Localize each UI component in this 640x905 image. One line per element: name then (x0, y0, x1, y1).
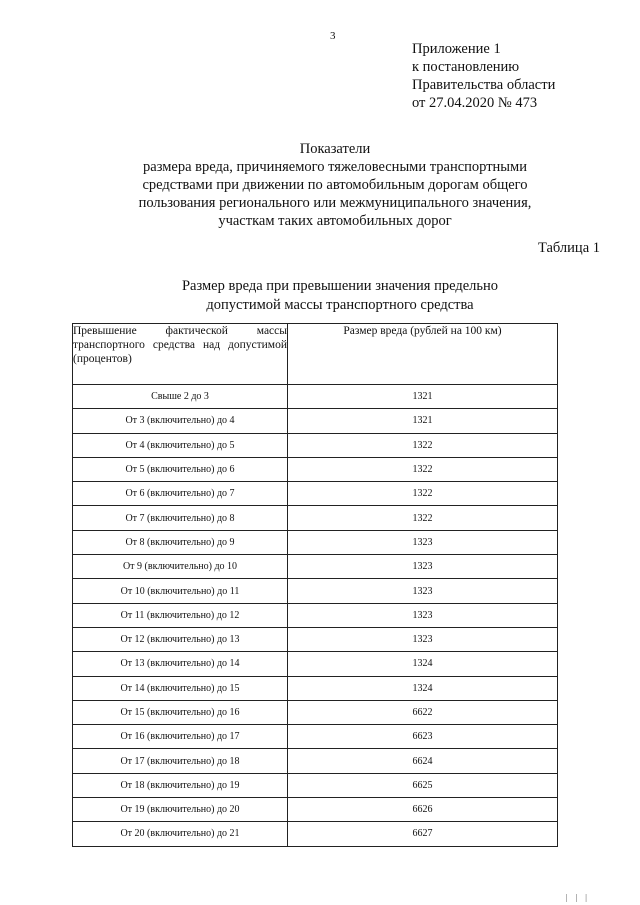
appendix-header (412, 40, 555, 112)
table-row (73, 457, 558, 481)
table-row (73, 652, 558, 676)
excess-range-cell: От 6 (включительно) до 7 (73, 482, 288, 506)
excess-range-cell: От 16 (включительно) до 17 (73, 725, 288, 749)
table-row (73, 822, 558, 846)
page-number: 3 (330, 30, 336, 42)
excess-range-cell: От 14 (включительно) до 15 (73, 676, 288, 700)
harm-value-cell: 6622 (288, 700, 558, 724)
table-row (73, 627, 558, 651)
table-row (73, 409, 558, 433)
table-header-row (73, 324, 558, 385)
excess-range-cell: От 7 (включительно) до 8 (73, 506, 288, 530)
table-row (73, 676, 558, 700)
footer-mark: | | | (566, 893, 590, 902)
excess-range-cell: От 12 (включительно) до 13 (73, 627, 288, 651)
title-line: участкам таких автомобильных дорог (218, 213, 452, 229)
table-row (73, 749, 558, 773)
excess-range-cell: От 20 (включительно) до 21 (73, 822, 288, 846)
table-row (73, 385, 558, 409)
excess-range-cell: От 15 (включительно) до 16 (73, 700, 288, 724)
harm-value-cell: 1322 (288, 457, 558, 481)
harm-value-cell: 1323 (288, 627, 558, 651)
table-row (73, 482, 558, 506)
table-row (73, 773, 558, 797)
title-line: размера вреда, причиняемого тяжеловесными транспортными (143, 159, 527, 175)
table-row (73, 725, 558, 749)
harm-value-cell: 1321 (288, 385, 558, 409)
table-row (73, 506, 558, 530)
excess-range-cell: От 17 (включительно) до 18 (73, 749, 288, 773)
column-header-excess: Превышение фактической массы транспортного средства над допустимой (процентов) (73, 324, 288, 385)
harm-value-cell: 1324 (288, 676, 558, 700)
column-header-harm: Размер вреда (рублей на 100 км) (288, 324, 558, 385)
table-row (73, 603, 558, 627)
document-title (100, 140, 570, 230)
appendix-line: от 27.04.2020 № 473 (412, 95, 538, 111)
subtitle-line: Размер вреда при превышении значения предельно (181, 278, 499, 294)
title-line: средствами при движении по автомобильным дорогам общего (142, 177, 528, 193)
excess-range-cell: От 18 (включительно) до 19 (73, 773, 288, 797)
excess-range-cell: От 13 (включительно) до 14 (73, 652, 288, 676)
harm-value-cell: 1321 (288, 409, 558, 433)
appendix-line: Приложение 1 (412, 41, 501, 57)
excess-range-cell: Свыше 2 до 3 (73, 385, 288, 409)
harm-value-cell: 6625 (288, 773, 558, 797)
table-row (73, 579, 558, 603)
harm-value-cell: 6624 (288, 749, 558, 773)
excess-range-cell: От 3 (включительно) до 4 (73, 409, 288, 433)
harm-value-cell: 1323 (288, 555, 558, 579)
appendix-line: к постановлению (412, 59, 520, 75)
harm-value-cell: 6627 (288, 822, 558, 846)
excess-range-cell: От 10 (включительно) до 11 (73, 579, 288, 603)
harm-value-cell: 1322 (288, 482, 558, 506)
table-row (73, 700, 558, 724)
title-line: Показатели (299, 141, 371, 157)
table-row (73, 555, 558, 579)
table-subtitle (120, 277, 560, 315)
harm-value-cell: 1322 (288, 433, 558, 457)
excess-range-cell: От 19 (включительно) до 20 (73, 798, 288, 822)
excess-range-cell: От 8 (включительно) до 9 (73, 530, 288, 554)
title-line: пользования регионального или межмуниципального значения, (138, 195, 532, 211)
harm-value-cell: 1323 (288, 603, 558, 627)
harm-table (72, 323, 558, 847)
table-row (73, 798, 558, 822)
harm-value-cell: 1323 (288, 579, 558, 603)
excess-range-cell: От 11 (включительно) до 12 (73, 603, 288, 627)
excess-range-cell: От 4 (включительно) до 5 (73, 433, 288, 457)
table-row (73, 433, 558, 457)
excess-range-cell: От 9 (включительно) до 10 (73, 555, 288, 579)
excess-range-cell: От 5 (включительно) до 6 (73, 457, 288, 481)
table-row (73, 530, 558, 554)
table-label: Таблица 1 (537, 240, 600, 256)
subtitle-line: допустимой массы транспортного средства (206, 297, 474, 313)
harm-value-cell: 6623 (288, 725, 558, 749)
appendix-line: Правительства области (412, 77, 556, 93)
harm-value-cell: 1324 (288, 652, 558, 676)
harm-value-cell: 6626 (288, 798, 558, 822)
harm-value-cell: 1323 (288, 530, 558, 554)
harm-value-cell: 1322 (288, 506, 558, 530)
